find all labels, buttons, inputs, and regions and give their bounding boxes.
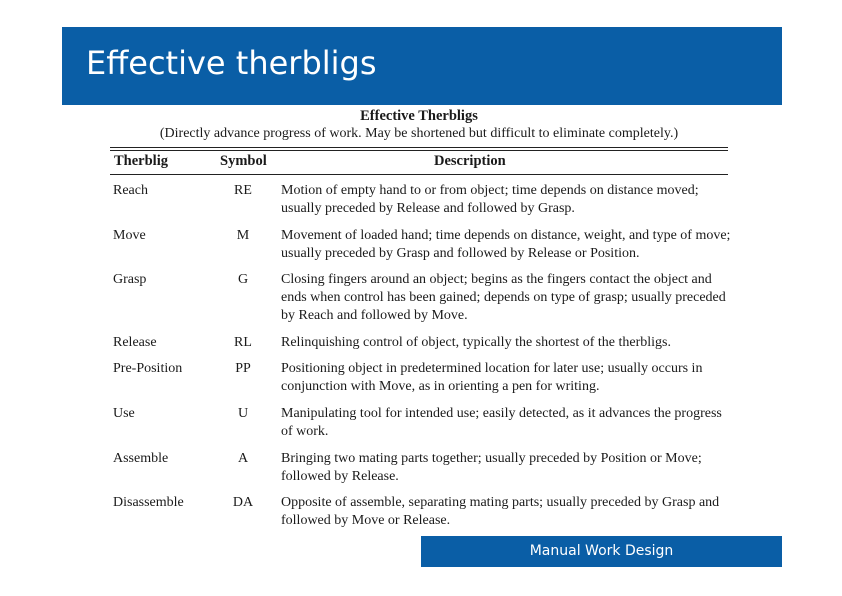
therblig-name: Move bbox=[113, 228, 146, 243]
footer-label: Manual Work Design bbox=[529, 543, 674, 559]
table-header-row bbox=[110, 151, 728, 171]
therblig-name: Grasp bbox=[113, 272, 147, 287]
therblig-description: Relinquishing control of object, typically the shortest of the therbligs. bbox=[281, 335, 671, 350]
therblig-description: Motion of empty hand to or from object; time depends on distance moved; usually preceded by Release and followed by Grasp. bbox=[281, 183, 699, 216]
therblig-symbol: DA bbox=[232, 495, 254, 510]
footer-banner bbox=[421, 536, 782, 567]
header-symbol: Symbol bbox=[220, 153, 267, 169]
table-header-rule bbox=[110, 174, 728, 175]
therblig-description: Movement of loaded hand; time depends on distance, weight, and type of move; usually preceded by Grasp and followed by Release or Position. bbox=[281, 228, 731, 261]
therblig-symbol: PP bbox=[235, 361, 251, 376]
therblig-description: Opposite of assemble, separating mating parts; usually preceded by Grasp and followed by Move or Release. bbox=[281, 495, 720, 528]
title-bar bbox=[62, 27, 782, 105]
therbligs-table-figure bbox=[110, 108, 731, 528]
therblig-description: Positioning object in predetermined location for later use; usually occurs in conjunction with Move, as in orienting a pen for writing. bbox=[281, 361, 703, 394]
therblig-symbol: M bbox=[236, 228, 250, 243]
therblig-description: Bringing two mating parts together; usually preceded by Position or Move; followed by Release. bbox=[281, 451, 702, 484]
header-description: Description bbox=[434, 153, 506, 169]
header-therblig: Therblig bbox=[114, 153, 168, 169]
table-subtitle: (Directly advance progress of work. May be shortened but difficult to eliminate completely.) bbox=[159, 126, 679, 141]
therblig-symbol: RE bbox=[234, 183, 252, 198]
therblig-name: Assemble bbox=[113, 451, 169, 466]
therblig-symbol: RL bbox=[234, 335, 252, 350]
table-top-rule bbox=[110, 147, 728, 148]
therblig-name: Use bbox=[113, 406, 135, 421]
therblig-symbol: U bbox=[237, 406, 249, 421]
therblig-name: Pre-Position bbox=[113, 361, 183, 376]
therblig-name: Disassemble bbox=[113, 495, 184, 510]
therblig-description: Manipulating tool for intended use; easily detected, as it advances the progress of work. bbox=[281, 406, 722, 439]
therblig-description: Closing fingers around an object; begins as the fingers contact the object and ends when control has been gained; depends on type of grasp; usually preceded by Reach and followed by Move. bbox=[281, 272, 726, 323]
therblig-name: Release bbox=[113, 335, 157, 350]
therblig-name: Reach bbox=[113, 183, 148, 198]
table-title: Effective Therbligs bbox=[360, 108, 478, 124]
therblig-symbol: A bbox=[237, 451, 249, 466]
slide-title: Effective therbligs bbox=[86, 44, 377, 82]
therblig-symbol: G bbox=[237, 272, 249, 287]
